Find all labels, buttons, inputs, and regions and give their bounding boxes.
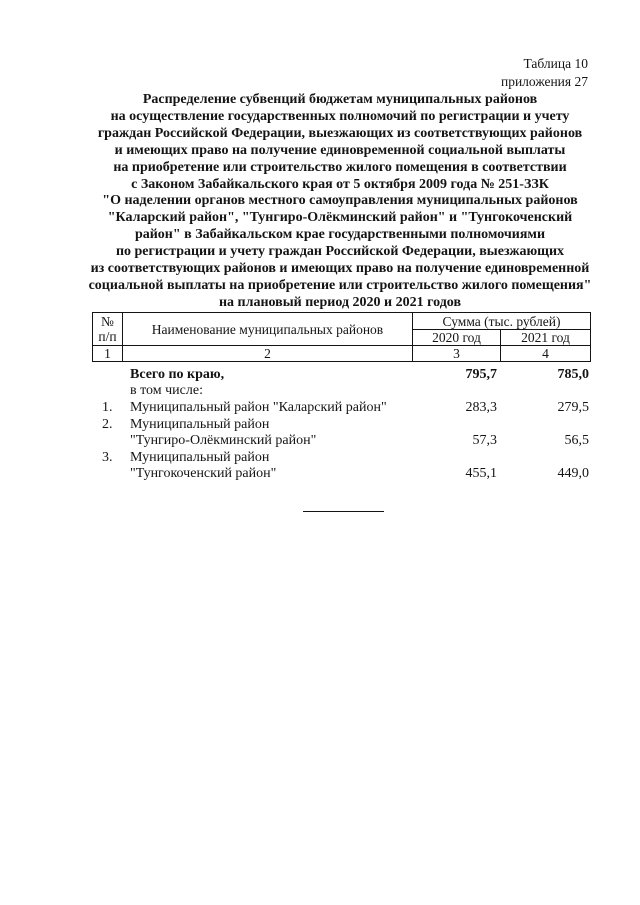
title-line: на приобретение или строительство жилого помещения в соответствии xyxy=(113,159,567,175)
subvention-table-header xyxy=(92,312,591,362)
appendix-number-label: приложения 27 xyxy=(500,74,588,89)
row-number: 3. xyxy=(102,450,113,465)
row-district-name-continued: "Тунгокоченский район" xyxy=(130,466,277,481)
row-value-2021: 279,5 xyxy=(557,400,589,415)
column-number-cell: 1 xyxy=(93,346,123,362)
title-line: Распределение субвенций бюджетам муниципальных районов xyxy=(142,92,538,107)
total-value-2021: 785,0 xyxy=(557,367,589,382)
title-line: "Каларский район", "Тунгиро-Олёкминский район" и "Тунгокоченский xyxy=(107,210,573,226)
header-number-cell xyxy=(93,313,123,346)
row-number: 2. xyxy=(102,417,113,432)
total-label: Всего по краю, xyxy=(130,367,225,382)
row-district-name: Муниципальный район "Каларский район" xyxy=(130,400,387,415)
row-value-2021: 56,5 xyxy=(564,433,589,448)
title-line: на осуществление государственных полномочий по регистрации и учету xyxy=(110,108,570,124)
title-line: район" в Забайкальском крае государственными полномочиями xyxy=(134,227,546,243)
row-district-name: Муниципальный район xyxy=(130,417,270,432)
header-year-2020-cell xyxy=(413,330,501,346)
title-line: социальной выплаты на приобретение или строительство жилого помещения" xyxy=(88,277,592,293)
column-number-cell: 4 xyxy=(501,346,591,362)
row-value-2020: 283,3 xyxy=(465,400,497,415)
end-separator-line xyxy=(303,511,384,512)
row-value-2021: 449,0 xyxy=(557,466,589,481)
title-line: граждан Российской Федерации, выезжающих из соответствующих районов xyxy=(97,125,583,141)
header-number-sublabel: п/п xyxy=(98,329,117,344)
header-year-2021-cell xyxy=(501,330,591,346)
header-number-label: № xyxy=(101,314,114,329)
column-number-cell: 3 xyxy=(413,346,501,362)
header-sum-label: Сумма (тыс. рублей) xyxy=(442,313,561,329)
table-number-label: Таблица 10 xyxy=(523,56,588,71)
document-title xyxy=(60,92,620,312)
header-name-label: Наименование муниципальных районов xyxy=(151,321,384,337)
header-sum-cell xyxy=(413,313,591,330)
title-line: из соответствующих районов и имеющих право на получение единовременной xyxy=(90,261,590,277)
column-number-cell: 2 xyxy=(123,346,413,362)
header-year-2020-label: 2020 год xyxy=(432,330,481,345)
row-value-2020: 455,1 xyxy=(465,466,497,481)
title-line: на плановый период 2020 и 2021 годов xyxy=(218,294,462,310)
row-district-name: Муниципальный район xyxy=(130,450,270,465)
row-number: 1. xyxy=(102,400,113,415)
row-value-2020: 57,3 xyxy=(472,433,497,448)
header-year-2021-label: 2021 год xyxy=(521,330,570,345)
row-district-name-continued: "Тунгиро-Олёкминский район" xyxy=(130,433,317,448)
title-line: и имеющих право на получение единовременной социальной выплаты xyxy=(114,142,566,158)
title-line: "О наделении органов местного самоуправления муниципальных районов xyxy=(102,193,578,209)
total-sublabel: в том числе: xyxy=(130,383,203,398)
title-line: с Законом Забайкальского края от 5 октября 2009 года № 251-ЗЗК xyxy=(131,176,549,192)
header-name-cell xyxy=(123,313,413,346)
title-line: по регистрации и учету граждан Российской Федерации, выезжающих xyxy=(115,244,565,260)
total-value-2020: 795,7 xyxy=(465,367,497,382)
